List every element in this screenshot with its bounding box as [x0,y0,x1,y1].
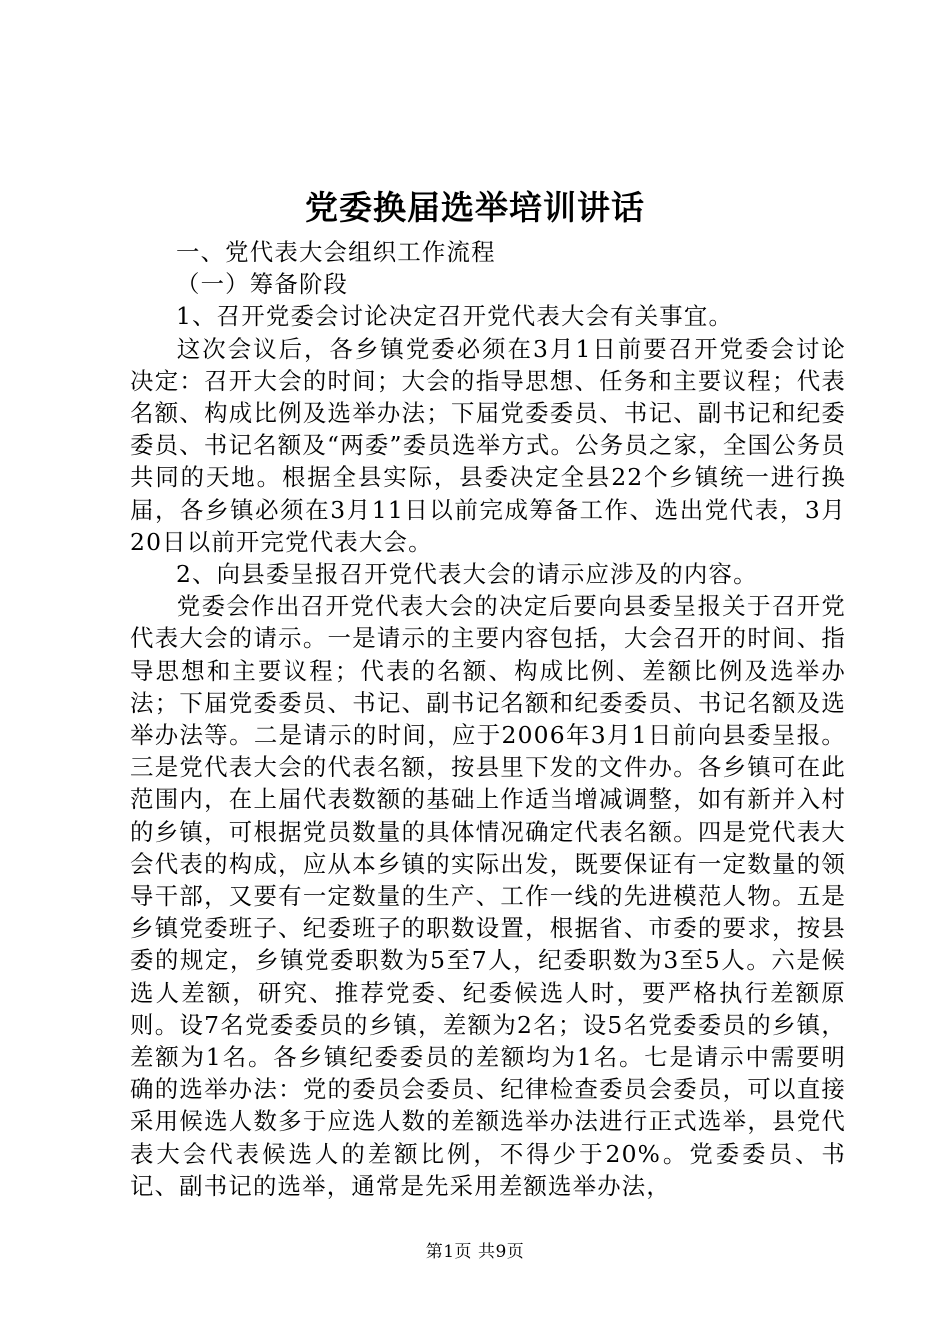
item-heading: 1、召开党委会讨论决定召开党代表大会有关事宜。 [176,302,734,331]
item-heading: 2、向县委呈报召开党代表大会的请示应涉及的内容。 [176,560,758,589]
document-body [130,236,846,1202]
section-heading: 一、党代表大会组织工作流程 [176,238,496,266]
subsection-heading: （一）筹备阶段 [176,270,349,299]
body-paragraph: 党委会作出召开党代表大会的决定后要向县委呈报关于召开党代表大会的请示。一是请示的主要内容包括，大会召开的时间、指导思想和主要议程；代表的名额、构成比例、差额比例及选举办法；下届党委委员、书记、副书记名额和纪委委员、书记名额及选举办法等。二是请示的时间，应于2006年3月1日前向县委呈报。三是党代表大会的代表名额，按县里下发的文件办。各乡镇可在此范围内，在上届代表数额的基础上作适当增减调整，如有新并入村的乡镇，可根据党员数量的具体情况确定代表名额。四是党代表大会代表的构成，应从本乡镇的实际出发，既要保证有一定数量的领导干部，又要有一定数量的生产、工作一线的先进模范人物。五是乡镇党委班子、纪委班子的职数设置，根据省、市委的要求，按县委的规定，乡镇党委职数为5至7人，纪委职数为3至5人。六是候选人差额，研究、推荐党委、纪委候选人时，要严格执行差额原则。设7名党委委员的乡镇，差额为2名；设5名党委委员的乡镇，差额为1名。各乡镇纪委委员的差额均为1名。七是请示中需要明确的选举办法：党的委员会委员、纪律检查委员会委员，可以直接采用候选人数多于应选人数的差额选举办法进行正式选举，县党代表大会代表候选人的差额比例，不得少于20%。党委委员、书记、副书记的选举，通常是先采用差额选举办法， [130,592,846,1200]
body-paragraph: 这次会议后，各乡镇党委必须在3月1日前要召开党委会讨论决定：召开大会的时间；大会的指导思想、任务和主要议程；代表名额、构成比例及选举办法；下届党委委员、书记、副书记和纪委委员、书记名额及“两委”委员选举方式。公务员之家，全国公务员共同的天地。根据全县实际，县委决定全县22个乡镇统一进行换届，各乡镇必须在3月11日以前完成筹备工作、选出党代表，3月20日以前开完党代表大会。 [130,334,846,556]
document-title: 党委换届选举培训讲话 [305,188,645,227]
page-footer: 第1页 共9页 [425,1242,525,1262]
